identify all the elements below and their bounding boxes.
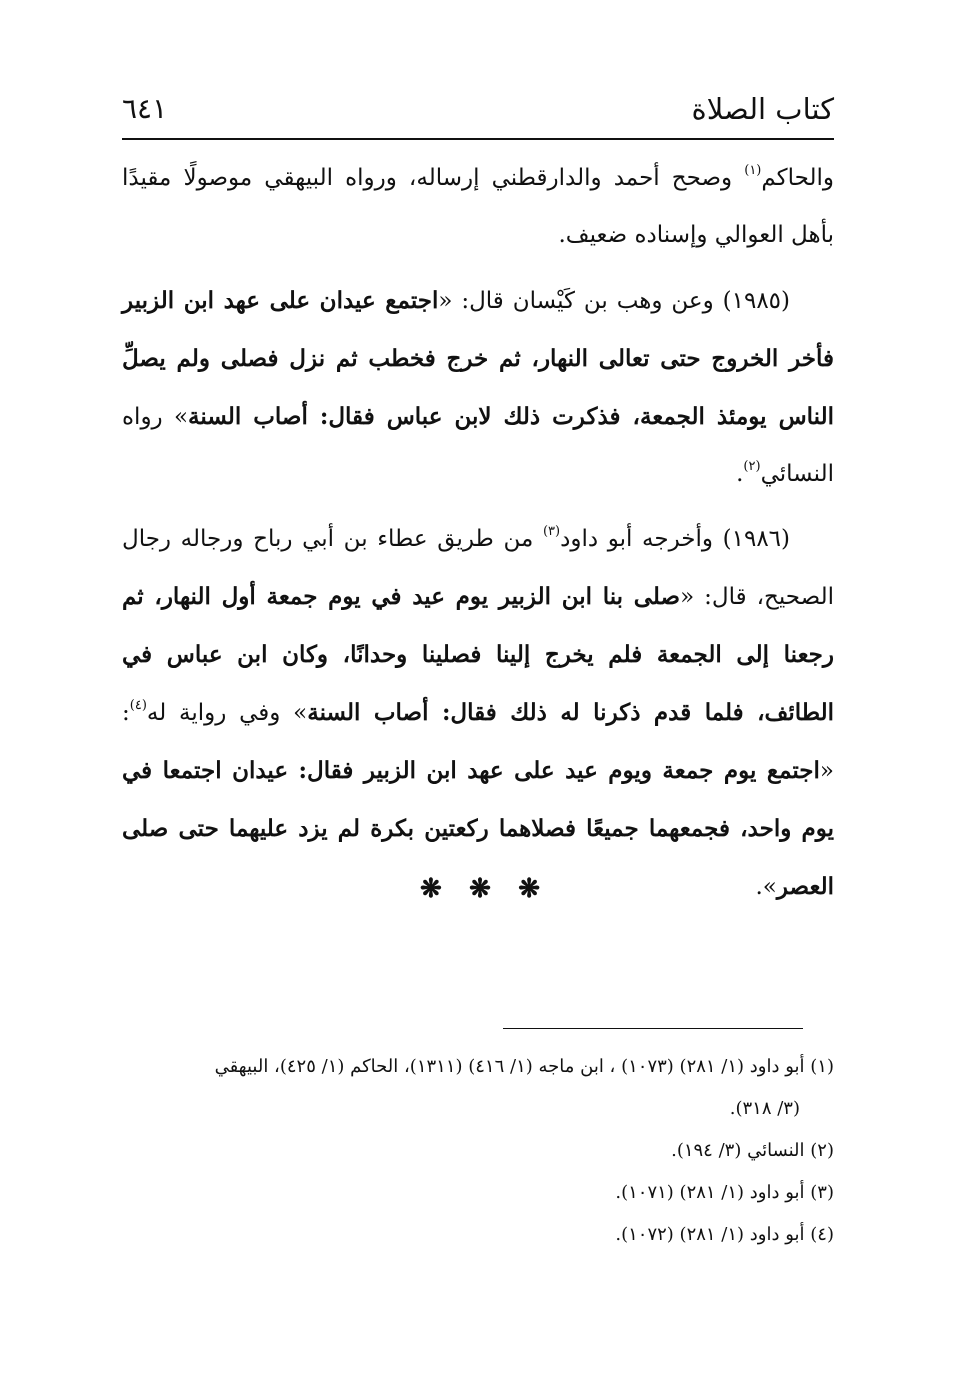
footnote-4: (٤) أبو داود (١/ ٢٨١) (١٠٧٢).	[615, 1224, 834, 1245]
hadith-1985-quote: اجتمع عيدان على عهد ابن الزبير فأخر الخروج حتى تعالى النهار، ثم خرج فخطب ثم نزل فصلى ولم يصلِّ الناس يومئذ الجمعة، فذكرت ذلك لابن عباس فقال: أصاب السنة	[122, 287, 834, 430]
star-ornament-icon: ❋	[469, 874, 491, 904]
footnote-1-continuation: (٣/ ٣١٨).	[729, 1098, 800, 1119]
section-separator	[420, 872, 540, 906]
star-ornament-icon: ❋	[518, 874, 540, 904]
paragraph-1	[122, 150, 834, 264]
page-number: ٦٤١	[122, 92, 168, 125]
hadith-1985-intro: (١٩٨٥) وعن وهب بن كَيْسان قال: «	[438, 288, 791, 314]
footnotes	[122, 1046, 834, 1256]
hadith-1986-end: ».	[755, 874, 777, 900]
star-ornament-icon: ❋	[420, 874, 442, 904]
footnote-ref-2: (٢)	[743, 459, 761, 474]
footnote-ref-3: (٣)	[542, 524, 561, 539]
hadith-1986-quote-1: صلى بنا ابن الزبير يوم عيد في يوم جمعة أول النهار، ثم رجعنا إلى الجمعة فلم يخرج إلينا فصلينا وحدانًا، وكان ابن عباس في الطائف، فلما قدم ذكرنا له ذلك فقال: أصاب السنة	[122, 583, 834, 726]
paragraph-1-text-a: والحاكم	[761, 165, 834, 191]
main-text	[122, 150, 834, 916]
hadith-1986-riwaya: » وفي رواية له	[146, 700, 308, 726]
footnote-rule	[503, 1028, 803, 1029]
footnote-3: (٣) أبو داود (١/ ٢٨١) (١٠٧١).	[615, 1182, 834, 1203]
paragraph-1-text-b: وصحح أحمد والدارقطني إرساله، ورواه البيهقي موصولًا مقيدًا بأهل العوالي وإسناده ضعيف.	[122, 165, 834, 248]
footnote-2: (٢) النسائي (٣/ ١٩٤).	[671, 1140, 834, 1161]
footnote-ref-4: (٤)	[129, 698, 147, 713]
hadith-1985-end: .	[736, 461, 744, 487]
page-header	[122, 90, 834, 132]
footnote-1: (١) أبو داود (١/ ٢٨١) (١٠٧٣) ، ابن ماجه (١/ ٤١٦) (١٣١١)، الحاكم (١/ ٤٢٥)، البيهقي	[214, 1056, 834, 1077]
paragraph-1985	[122, 272, 834, 503]
paragraph-1986	[122, 511, 834, 916]
footnote-ref-1: (١)	[744, 163, 762, 178]
hadith-1986-colon: : «	[122, 700, 834, 784]
chapter-title: كتاب الصلاة	[691, 92, 834, 126]
header-rule	[122, 138, 834, 140]
hadith-1985-source: » رواه النسائي	[122, 404, 834, 487]
hadith-1986-chain: من طريق عطاء بن أبي رباح ورجاله رجال الصحيح، قال: «	[122, 526, 835, 610]
hadith-1986-intro: (١٩٨٦) وأخرجه أبو داود	[560, 526, 791, 552]
hadith-1986-quote-2: اجتمع يوم جمعة ويوم عيد على عهد ابن الزبير فقال: عيدان اجتمعا في يوم واحد، فجمعهما جميعًا فصلاهما ركعتين بكرة لم يزد عليهما حتى صلى العصر	[122, 757, 834, 900]
